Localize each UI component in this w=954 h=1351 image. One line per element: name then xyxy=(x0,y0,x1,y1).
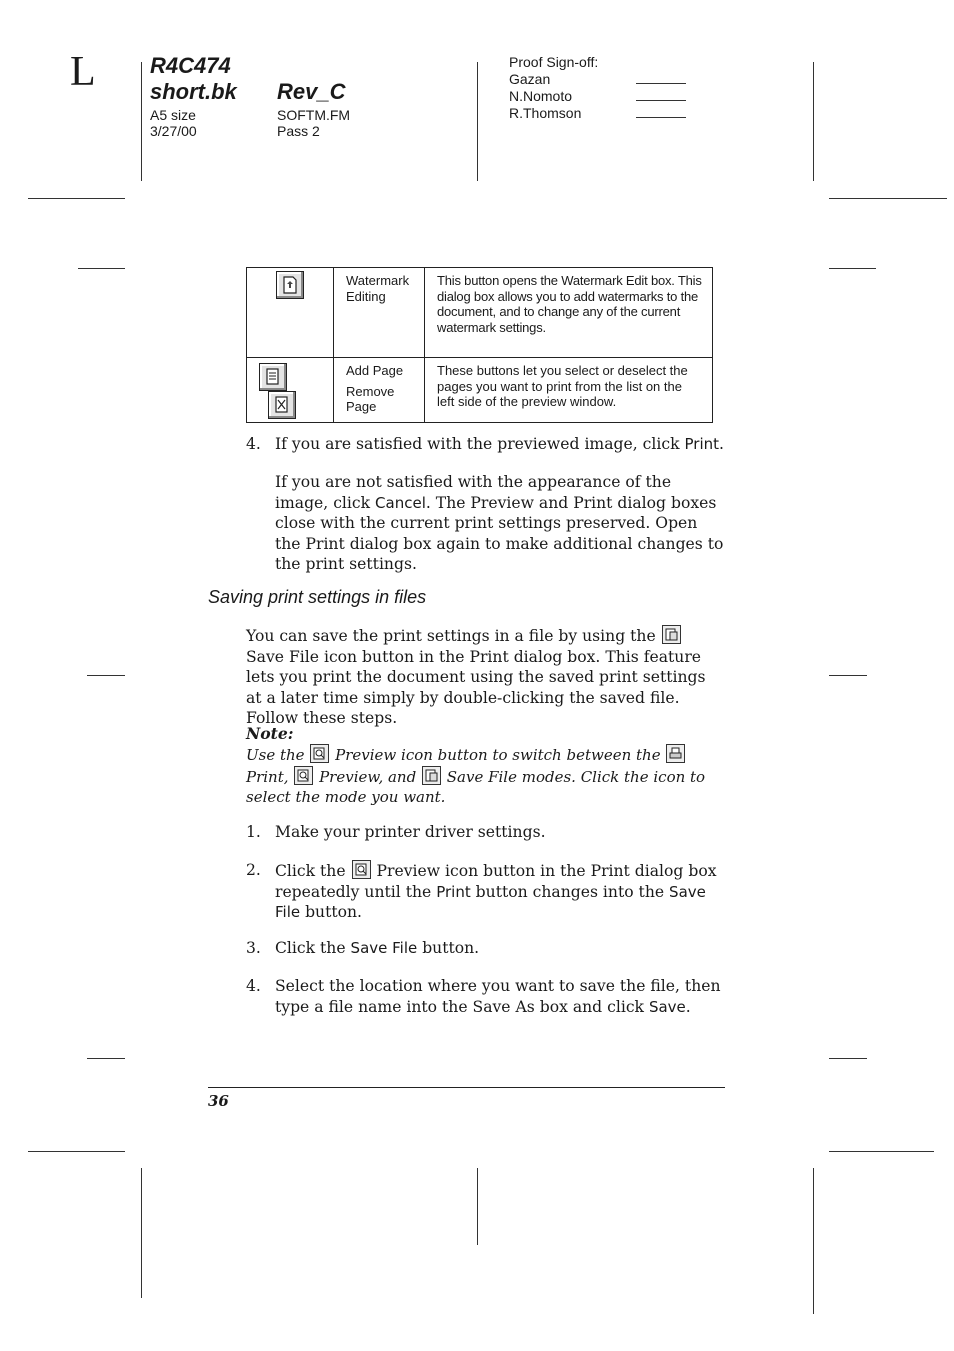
page-number: 36 xyxy=(208,1092,229,1110)
crop-mark xyxy=(813,62,814,181)
intro-text: Save File icon button in the Print dialog box. This feature lets you print the document using the saved print settings at a later time simply by double-clicking the saved file. Follow these steps. xyxy=(246,647,706,727)
signature-line xyxy=(636,83,686,84)
crop-mark xyxy=(28,1151,125,1152)
step-text: Make your printer driver settings. xyxy=(275,823,546,841)
crop-mark xyxy=(829,198,947,199)
crop-mark xyxy=(78,268,125,269)
watermark-edit-icon xyxy=(276,271,304,299)
crop-mark xyxy=(829,268,876,269)
step-followup xyxy=(275,472,725,575)
step-text-part: button. xyxy=(300,903,363,921)
step-number: 4. xyxy=(246,977,261,995)
crop-mark xyxy=(477,1168,478,1245)
note-text: Preview icon button to switch between the xyxy=(335,746,661,764)
crop-mark xyxy=(829,675,867,676)
step-text-part: If you are satisfied with the previewed image, click xyxy=(275,435,685,453)
note-text: Print, xyxy=(246,767,289,786)
button-name: Remove Page xyxy=(346,383,395,414)
table-row xyxy=(247,268,713,358)
section-intro xyxy=(246,625,724,729)
note-text: Use the xyxy=(246,746,305,764)
date: 3/27/00 xyxy=(150,123,197,139)
pass: Pass 2 xyxy=(277,123,320,139)
doc-code: R4C474 xyxy=(150,53,231,78)
revision: Rev_C xyxy=(277,79,346,104)
book-file: short.bk xyxy=(150,79,237,104)
note-text: Save File modes. Click the icon to select the mode you want. xyxy=(246,767,706,806)
signer-row xyxy=(509,105,598,122)
button-table xyxy=(246,267,713,423)
ui-term-print: Print xyxy=(684,435,720,453)
icon-cell xyxy=(247,358,334,423)
crop-mark xyxy=(28,198,125,199)
step-text-part: If you are not satisfied with the appearance of the image, click xyxy=(275,473,672,512)
crop-mark xyxy=(141,1168,142,1298)
step-text xyxy=(275,976,725,1017)
signer-row xyxy=(509,88,598,105)
icon-cell xyxy=(247,268,334,358)
save-file-icon xyxy=(662,625,681,644)
print-icon xyxy=(666,744,685,763)
ui-term-save-file: Save File xyxy=(275,882,706,921)
save-file-icon xyxy=(422,766,441,785)
step-text-part: Click the xyxy=(275,862,346,880)
step-text xyxy=(275,860,725,923)
ui-term-save-file: Save File xyxy=(350,939,418,957)
step-text-part: Preview icon button in the Print dialog box repeatedly until the xyxy=(275,862,717,901)
step-text-part: . The Preview and Print dialog boxes close with the current print settings preserved. Open the Print dialog box again to make additional changes to the print settings. xyxy=(275,493,724,573)
crop-mark xyxy=(141,62,142,181)
signer-name: R.Thomson xyxy=(509,105,582,121)
step-number: 2. xyxy=(246,861,261,879)
note-label: Note: xyxy=(246,724,294,743)
button-name: Add Page xyxy=(346,363,404,378)
frame-file: SOFTM.FM xyxy=(277,107,351,123)
step-number: 1. xyxy=(246,823,261,841)
step-text xyxy=(275,434,725,455)
signer-name: N.Nomoto xyxy=(509,88,573,104)
signature-line xyxy=(636,100,686,101)
ui-term-save: Save xyxy=(648,997,686,1016)
button-name-cell xyxy=(334,268,425,358)
section-title: Saving print settings in files xyxy=(208,587,427,607)
preview-icon xyxy=(294,766,313,785)
step-text xyxy=(275,938,725,959)
button-name-cell xyxy=(334,358,425,423)
step-text-part: . xyxy=(685,997,691,1016)
remove-page-icon xyxy=(268,391,296,419)
signer-row xyxy=(509,71,598,88)
note-body xyxy=(246,744,724,808)
preview-icon xyxy=(352,860,371,879)
add-page-icon xyxy=(259,363,287,391)
step-number: 4. xyxy=(246,435,261,453)
proof-title: Proof Sign-off: xyxy=(509,54,599,70)
intro-text: You can save the print settings in a file by using the xyxy=(246,627,656,645)
paper-size: A5 size xyxy=(150,107,196,123)
crop-mark xyxy=(87,675,125,676)
crop-mark xyxy=(829,1058,867,1059)
table-row xyxy=(247,358,713,423)
description-cell: This button opens the Watermark Edit box. This dialog box allows you to add watermarks to the document, and to change any of the current watermark settings. xyxy=(425,268,713,358)
proof-signoff xyxy=(509,54,598,122)
step-text-part: Click the xyxy=(275,939,351,957)
step-text-part: button changes into the xyxy=(470,882,670,901)
step-text-part: . xyxy=(719,435,724,453)
button-name: Watermark Editing xyxy=(346,273,410,304)
signer-name: Gazan xyxy=(509,71,551,87)
step-number: 3. xyxy=(246,939,261,957)
description-cell: These buttons let you select or deselect the pages you want to print from the list on the left side of the preview window. xyxy=(425,358,713,423)
footer-rule xyxy=(208,1087,725,1088)
crop-mark xyxy=(87,1058,125,1059)
corner-letter: L xyxy=(70,49,96,95)
crop-mark xyxy=(813,1168,814,1314)
note-text: Preview, and xyxy=(319,767,417,786)
preview-icon xyxy=(310,744,329,763)
step-text-part: Select the location where you want to save the file, then type a file name into the Save As box and click xyxy=(275,977,721,1016)
signature-line xyxy=(636,117,686,118)
crop-mark xyxy=(829,1151,934,1152)
ui-term-cancel: Cancel xyxy=(375,493,426,512)
step-text-part: button. xyxy=(417,939,480,957)
ui-term-print: Print xyxy=(436,882,471,901)
crop-mark xyxy=(477,62,478,181)
